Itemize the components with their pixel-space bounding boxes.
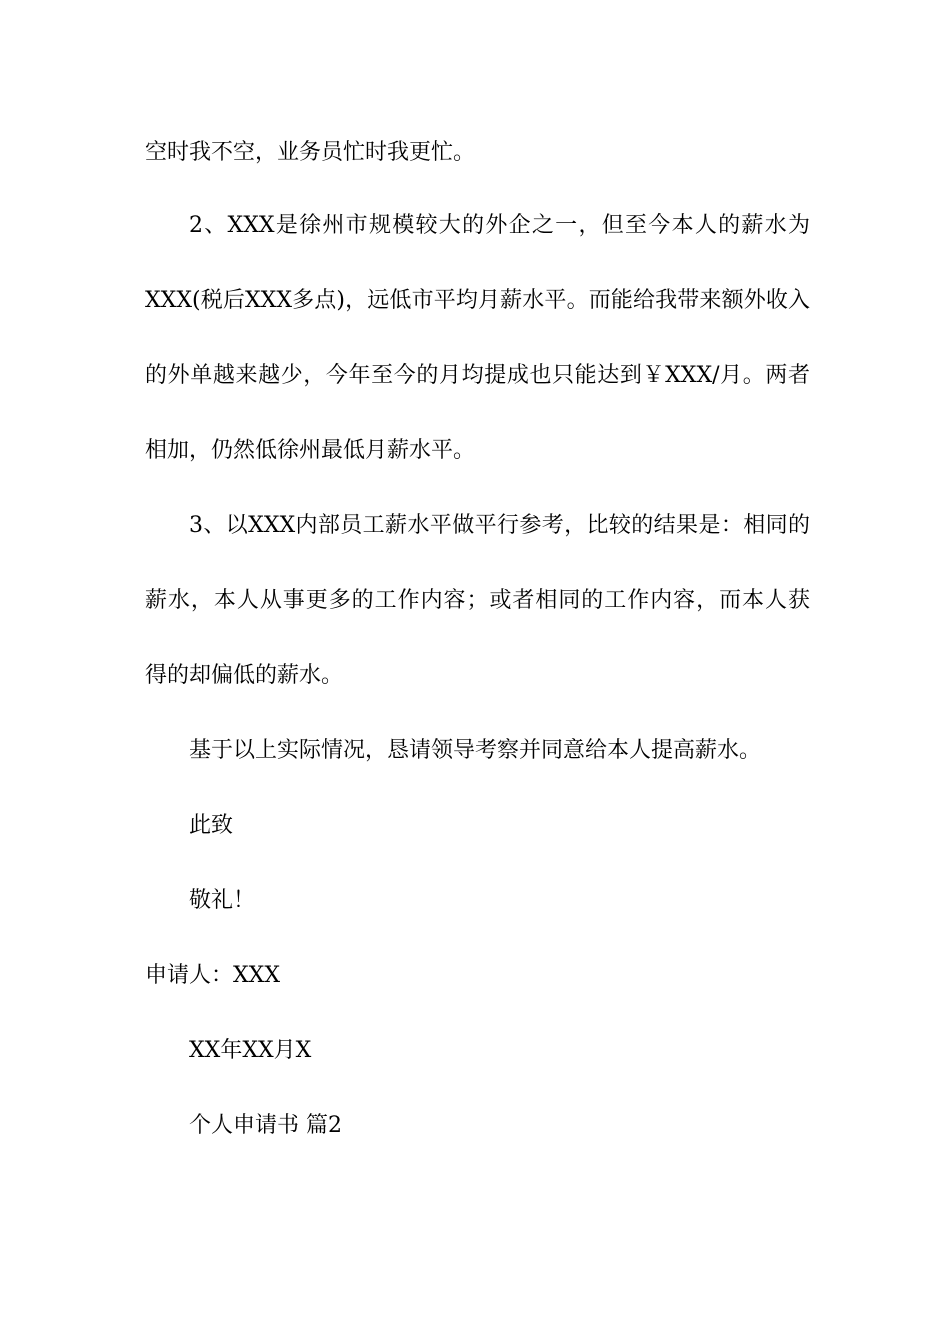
text-line: 2、XXX是徐州市规模较大的外企之一，但至今本人的薪水为	[189, 213, 810, 238]
text-line: 基于以上实际情况，恳请领导考察并同意给本人提高薪水。	[189, 738, 762, 763]
text-line: XXX(税后XXX多点)，远低市平均月薪水平。而能给我带来额外收入	[145, 288, 810, 313]
salutation-line: 敬礼！	[189, 888, 256, 913]
text-line: 的外单越来越少，今年至今的月均提成也只能达到￥XXX/月。两者	[145, 363, 810, 388]
text-line: 3、以XXX内部员工薪水平做平行参考，比较的结果是：相同的	[189, 513, 810, 538]
applicant-line: 申请人：XXX	[145, 963, 280, 988]
text-line: 薪水，本人从事更多的工作内容；或者相同的工作内容，而本人获	[145, 588, 810, 613]
closing-line: 此致	[189, 813, 234, 838]
date-line: XX年XX月X	[189, 1038, 312, 1063]
text-line: 空时我不空，业务员忙时我更忙。	[145, 140, 476, 165]
text-line: 得的却偏低的薪水。	[145, 663, 344, 688]
text-line: 相加，仍然低徐州最低月薪水平。	[145, 438, 476, 463]
section-heading: 个人申请书 篇2	[189, 1113, 342, 1138]
